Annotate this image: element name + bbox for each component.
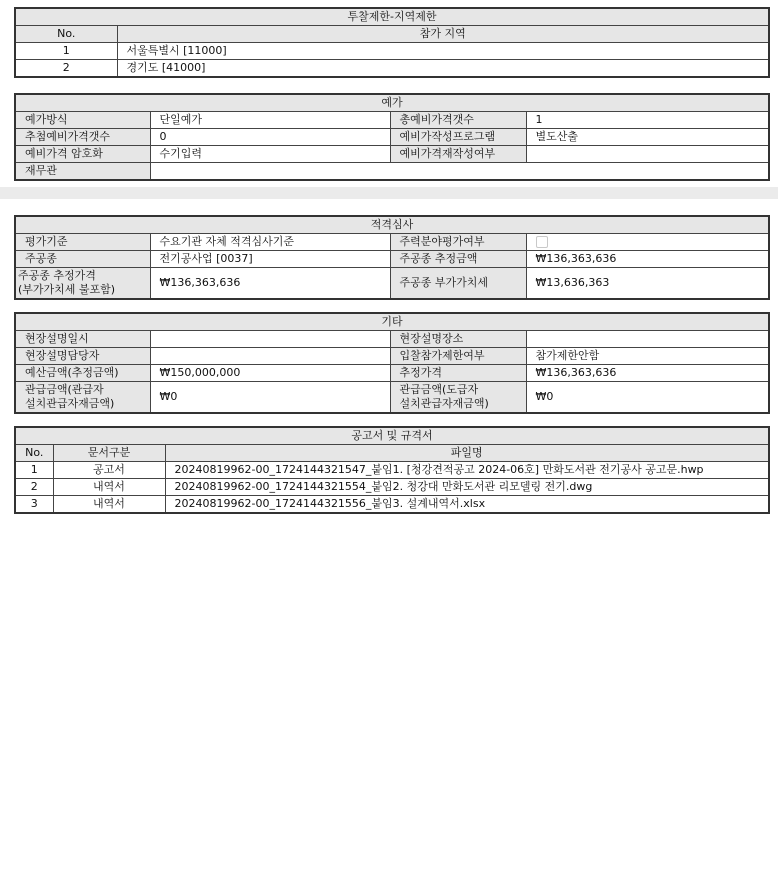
label-cell: 현장설명일시 bbox=[15, 331, 150, 348]
label-cell: 예비가격재작성여부 bbox=[390, 146, 526, 163]
value-cell: ₩136,363,636 bbox=[526, 365, 769, 382]
label-cell: 주력분야평가여부 bbox=[390, 234, 526, 251]
label-cell: 추첨예비가격갯수 bbox=[15, 129, 150, 146]
value-cell: 전기공사업 [0037] bbox=[150, 251, 390, 268]
label-line: 주공종 추정가격 bbox=[18, 269, 96, 282]
value-cell: ₩0 bbox=[526, 382, 769, 414]
label-cell: 입찰참가제한여부 bbox=[390, 348, 526, 365]
label-cell: 평가기준 bbox=[15, 234, 150, 251]
label-cell: 총예비가격갯수 bbox=[390, 112, 526, 129]
etc-table bbox=[14, 312, 770, 414]
label-cell: 예비가작성프로그램 bbox=[390, 129, 526, 146]
cell-region: 경기도 [41000] bbox=[117, 60, 769, 78]
documents-table bbox=[14, 426, 770, 514]
value-cell bbox=[526, 234, 769, 251]
label-cell: 주공종 부가가치세 bbox=[390, 268, 526, 300]
value-cell: ₩136,363,636 bbox=[150, 268, 390, 300]
value-cell bbox=[150, 163, 769, 181]
label-cell bbox=[390, 382, 526, 414]
value-cell: 1 bbox=[526, 112, 769, 129]
value-cell: 0 bbox=[150, 129, 390, 146]
value-cell: ₩150,000,000 bbox=[150, 365, 390, 382]
qualification-title: 적격심사 bbox=[15, 216, 769, 234]
value-cell: ₩13,636,363 bbox=[526, 268, 769, 300]
label-cell: 주공종 bbox=[15, 251, 150, 268]
label-cell: 주공종 추정금액 bbox=[390, 251, 526, 268]
table-row bbox=[15, 268, 769, 300]
region-restriction-title: 투찰제한-지역제한 bbox=[15, 8, 769, 26]
value-cell: ₩136,363,636 bbox=[526, 251, 769, 268]
label-cell bbox=[15, 382, 150, 414]
label-line: 설치관급자재금액) bbox=[25, 397, 115, 410]
documents-title: 공고서 및 규격서 bbox=[15, 427, 769, 445]
value-cell: 단일예가 bbox=[150, 112, 390, 129]
table-row bbox=[15, 331, 769, 348]
value-cell: ₩0 bbox=[150, 382, 390, 414]
file-link[interactable]: 20240819962-00_1724144321547_붙임1. [청강견적공고 2024-06호] 만화도서관 전기공사 공고문.hwp bbox=[165, 462, 769, 479]
value-cell: 별도산출 bbox=[526, 129, 769, 146]
label-line: 설치관급자재금액) bbox=[399, 397, 489, 410]
value-cell: 수기입력 bbox=[150, 146, 390, 163]
section-divider bbox=[0, 187, 778, 199]
table-row bbox=[15, 251, 769, 268]
file-link[interactable]: 20240819962-00_1724144321554_붙임2. 청강대 만화도서관 리모델링 전기.dwg bbox=[165, 479, 769, 496]
etc-title: 기타 bbox=[15, 313, 769, 331]
estimate-title: 예가 bbox=[15, 94, 769, 112]
label-cell: 추정가격 bbox=[390, 365, 526, 382]
table-row bbox=[15, 43, 769, 60]
label-cell: 예산금액(추정금액) bbox=[15, 365, 150, 382]
cell-no: 2 bbox=[15, 60, 117, 78]
table-row bbox=[15, 129, 769, 146]
table-row bbox=[15, 462, 769, 479]
value-cell: 참가제한안함 bbox=[526, 348, 769, 365]
label-line: 관급금액(관급자 bbox=[25, 383, 104, 396]
table-row bbox=[15, 382, 769, 414]
label-cell bbox=[15, 268, 150, 300]
col-header-filename: 파일명 bbox=[165, 445, 769, 462]
value-cell bbox=[526, 331, 769, 348]
col-header-doc-type: 문서구분 bbox=[53, 445, 165, 462]
label-cell: 현장설명장소 bbox=[390, 331, 526, 348]
cell-doc-type: 내역서 bbox=[53, 479, 165, 496]
estimate-table bbox=[14, 93, 770, 181]
table-row bbox=[15, 112, 769, 129]
label-cell: 현장설명담당자 bbox=[15, 348, 150, 365]
label-line: (부가가치세 불포함) bbox=[18, 283, 116, 296]
label-cell: 예가방식 bbox=[15, 112, 150, 129]
value-cell bbox=[150, 331, 390, 348]
cell-doc-type: 공고서 bbox=[53, 462, 165, 479]
cell-doc-type: 내역서 bbox=[53, 496, 165, 514]
table-row bbox=[15, 348, 769, 365]
table-row bbox=[15, 163, 769, 181]
table-row bbox=[15, 146, 769, 163]
table-row bbox=[15, 365, 769, 382]
value-cell bbox=[150, 348, 390, 365]
cell-no: 2 bbox=[15, 479, 53, 496]
file-link[interactable]: 20240819962-00_1724144321556_붙임3. 설계내역서.xlsx bbox=[165, 496, 769, 514]
cell-no: 3 bbox=[15, 496, 53, 514]
label-cell: 재무관 bbox=[15, 163, 150, 181]
table-row bbox=[15, 60, 769, 78]
cell-region: 서울특별시 [11000] bbox=[117, 43, 769, 60]
table-row bbox=[15, 479, 769, 496]
table-row bbox=[15, 496, 769, 514]
col-header-region: 참가 지역 bbox=[117, 26, 769, 43]
col-header-no: No. bbox=[15, 445, 53, 462]
main-field-evaluation-checkbox[interactable] bbox=[536, 236, 548, 248]
region-restriction-table bbox=[14, 7, 770, 78]
label-cell: 예비가격 암호화 bbox=[15, 146, 150, 163]
qualification-table bbox=[14, 215, 770, 300]
label-line: 관급금액(도급자 bbox=[399, 383, 479, 396]
cell-no: 1 bbox=[15, 43, 117, 60]
table-row bbox=[15, 234, 769, 251]
col-header-no: No. bbox=[15, 26, 117, 43]
cell-no: 1 bbox=[15, 462, 53, 479]
value-cell bbox=[526, 146, 769, 163]
value-cell: 수요기관 자체 적격심사기준 bbox=[150, 234, 390, 251]
